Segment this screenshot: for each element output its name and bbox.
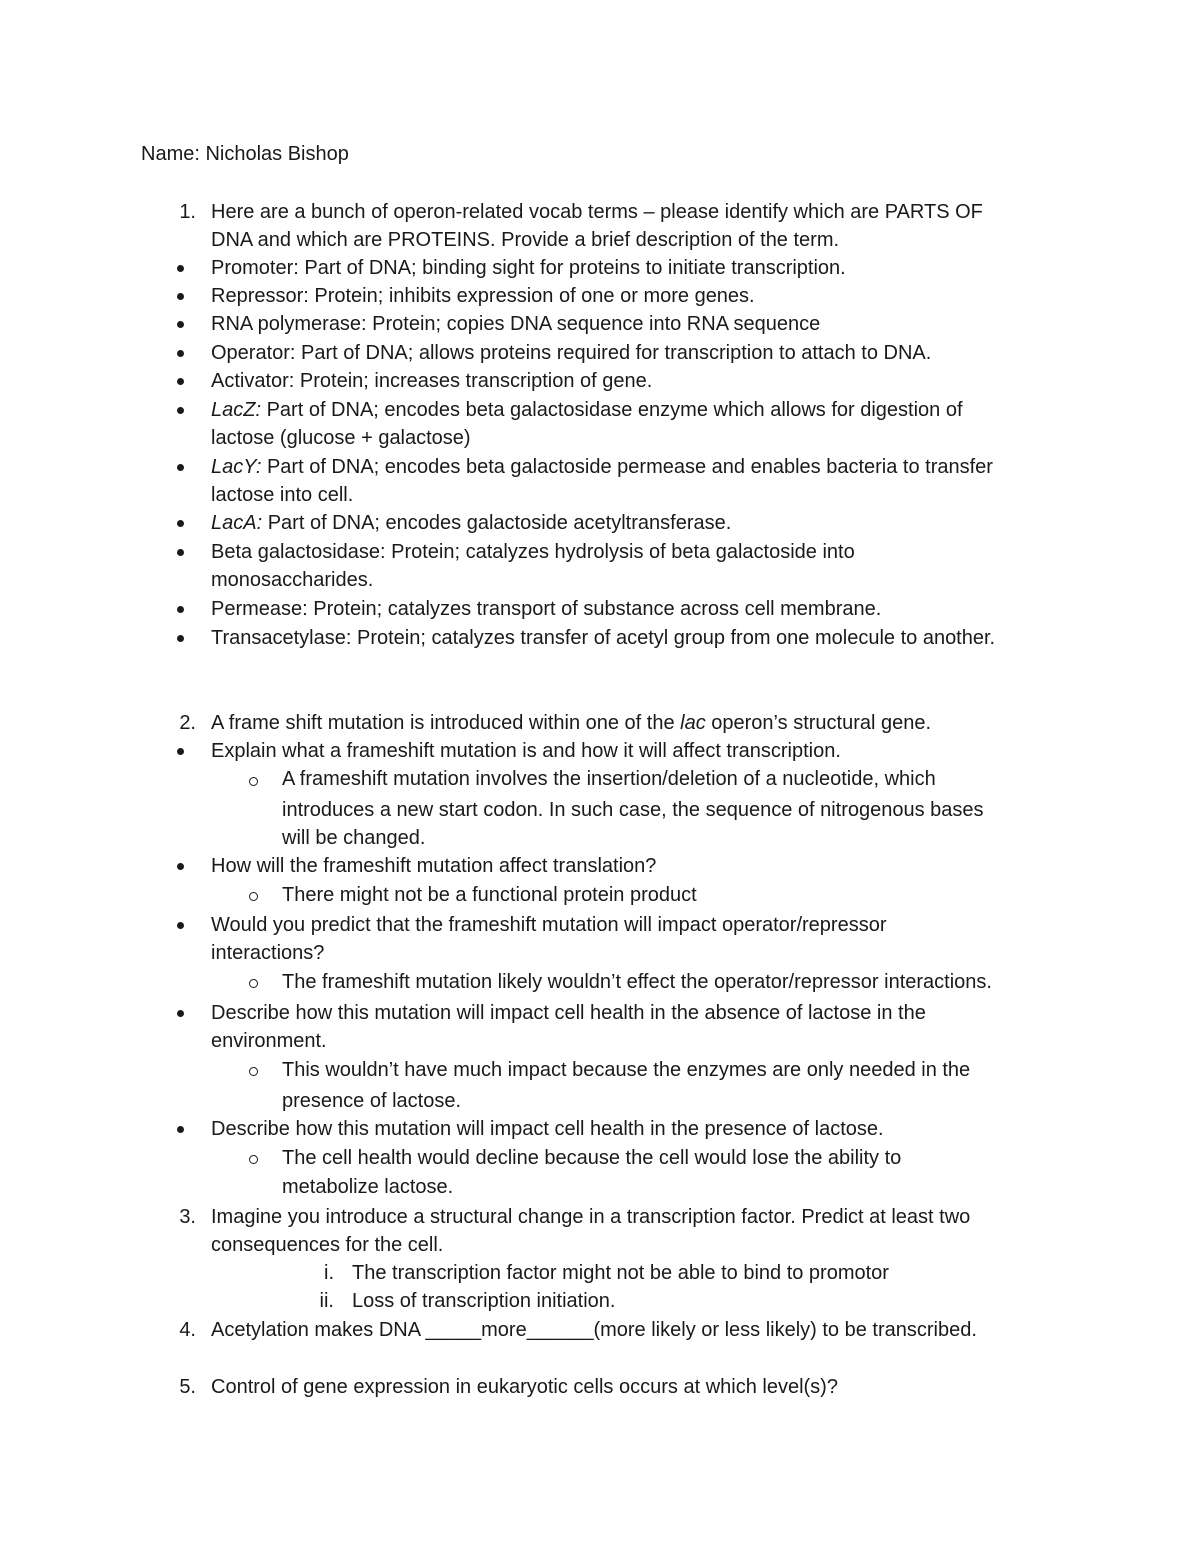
q3-answer-i: The transcription factor might not be able to bind to promotor: [352, 1262, 889, 1284]
bullet: [177, 922, 184, 929]
question-3-prompt: Imagine you introduce a structural change in a transcription factor. Predict at least two: [211, 1206, 971, 1228]
bullet: [177, 350, 184, 357]
term-repressor: Repressor: Protein; inhibits expression of one or more genes.: [211, 285, 755, 307]
question-5-number: 5.: [179, 1376, 196, 1398]
term-permease: Permease: Protein; catalyzes transport of substance across cell membrane.: [211, 598, 882, 620]
circle-bullet: [249, 979, 258, 988]
term-rna-polymerase: RNA polymerase: Protein; copies DNA sequence into RNA sequence: [211, 313, 821, 335]
term-laca: [211, 511, 731, 535]
circle-bullet: [249, 892, 258, 901]
bullet: [177, 1010, 184, 1017]
bullet: [177, 464, 184, 471]
term-lacy-desc: Part of DNA; encodes beta galactoside permease and enables bacteria to transfer: [261, 456, 993, 478]
circle-bullet: [249, 777, 258, 786]
question-2-prompt-b: operon’s structural gene.: [705, 712, 932, 734]
q2-sub-5: Describe how this mutation will impact cell health in the presence of lactose.: [211, 1118, 884, 1140]
term-beta-galactosidase: Beta galactosidase: Protein; catalyzes hydrolysis of beta galactoside into: [211, 541, 855, 563]
q2-sub-3: Would you predict that the frameshift mutation will impact operator/repressor: [211, 914, 887, 936]
bullet: [177, 321, 184, 328]
q2-answer-4: This wouldn’t have much impact because the enzymes are only needed in the: [282, 1059, 971, 1081]
q2-sub-4-cont: environment.: [211, 1030, 327, 1052]
question-2-prompt-em: lac: [680, 712, 706, 734]
term-lacy-cont: lactose into cell.: [211, 484, 354, 506]
question-2-number: 2.: [179, 712, 196, 734]
bullet: [177, 748, 184, 755]
question-2-prompt-a: A frame shift mutation is introduced within one of the: [211, 712, 681, 734]
bullet: [177, 293, 184, 300]
bullet: [177, 1126, 184, 1133]
bullet: [177, 265, 184, 272]
roman-marker-i: i.: [324, 1262, 334, 1284]
question-4-text: Acetylation makes DNA _____more______(more likely or less likely) to be transcribed.: [211, 1319, 977, 1341]
question-5-text: Control of gene expression in eukaryotic cells occurs at which level(s)?: [211, 1376, 838, 1398]
term-lacz-cont: lactose (glucose + galactose): [211, 427, 471, 449]
q2-sub-4: Describe how this mutation will impact cell health in the absence of lactose in the: [211, 1002, 926, 1024]
q2-answer-4-cont: presence of lactose.: [282, 1090, 461, 1112]
term-operator: Operator: Part of DNA; allows proteins required for transcription to attach to DNA.: [211, 342, 932, 364]
question-2-prompt: [211, 711, 931, 735]
question-4-number: 4.: [179, 1319, 196, 1341]
term-promoter: Promoter: Part of DNA; binding sight for proteins to initiate transcription.: [211, 257, 846, 279]
term-activator: Activator: Protein; increases transcription of gene.: [211, 370, 653, 392]
bullet: [177, 407, 184, 414]
term-lacy-label: LacY:: [211, 456, 262, 478]
question-3-number: 3.: [179, 1206, 196, 1228]
q2-sub-3-cont: interactions?: [211, 942, 325, 964]
question-1-prompt: Here are a bunch of operon-related vocab terms – please identify which are PARTS OF: [211, 201, 983, 223]
term-beta-galactosidase-cont: monosaccharides.: [211, 569, 374, 591]
term-transacetylase: Transacetylase: Protein; catalyzes transfer of acetyl group from one molecule to another.: [211, 627, 996, 649]
term-laca-desc: Part of DNA; encodes galactoside acetyltransferase.: [262, 512, 732, 534]
q2-answer-5-cont: metabolize lactose.: [282, 1176, 454, 1198]
term-lacz-label: LacZ:: [211, 399, 262, 421]
circle-bullet: [249, 1067, 258, 1076]
q2-answer-1-cont: introduces a new start codon. In such case, the sequence of nitrogenous bases: [282, 799, 984, 821]
term-laca-label: LacA:: [211, 512, 263, 534]
q3-answer-ii: Loss of transcription initiation.: [352, 1290, 616, 1312]
bullet: [177, 520, 184, 527]
question-1-number: 1.: [179, 201, 196, 223]
term-lacz: [211, 398, 963, 422]
q2-answer-1-cont2: will be changed.: [282, 827, 426, 849]
term-lacz-desc: Part of DNA; encodes beta galactosidase enzyme which allows for digestion of: [261, 399, 963, 421]
q2-sub-2: How will the frameshift mutation affect translation?: [211, 855, 657, 877]
q2-sub-1: Explain what a frameshift mutation is and how it will affect transcription.: [211, 740, 841, 762]
bullet: [177, 606, 184, 613]
bullet: [177, 635, 184, 642]
circle-bullet: [249, 1155, 258, 1164]
q2-answer-1: A frameshift mutation involves the insertion/deletion of a nucleotide, which: [282, 768, 936, 790]
bullet: [177, 549, 184, 556]
roman-marker-ii: ii.: [319, 1290, 334, 1312]
bullet: [177, 378, 184, 385]
name-line: Name: Nicholas Bishop: [141, 143, 349, 165]
question-1-prompt-cont: DNA and which are PROTEINS. Provide a brief description of the term.: [211, 229, 840, 251]
q2-answer-2: There might not be a functional protein product: [282, 884, 697, 906]
question-3-prompt-cont: consequences for the cell.: [211, 1234, 444, 1256]
bullet: [177, 863, 184, 870]
q2-answer-5: The cell health would decline because the cell would lose the ability to: [282, 1147, 902, 1169]
q2-answer-3: The frameshift mutation likely wouldn’t effect the operator/repressor interactions.: [282, 971, 992, 993]
term-lacy: [211, 455, 993, 479]
